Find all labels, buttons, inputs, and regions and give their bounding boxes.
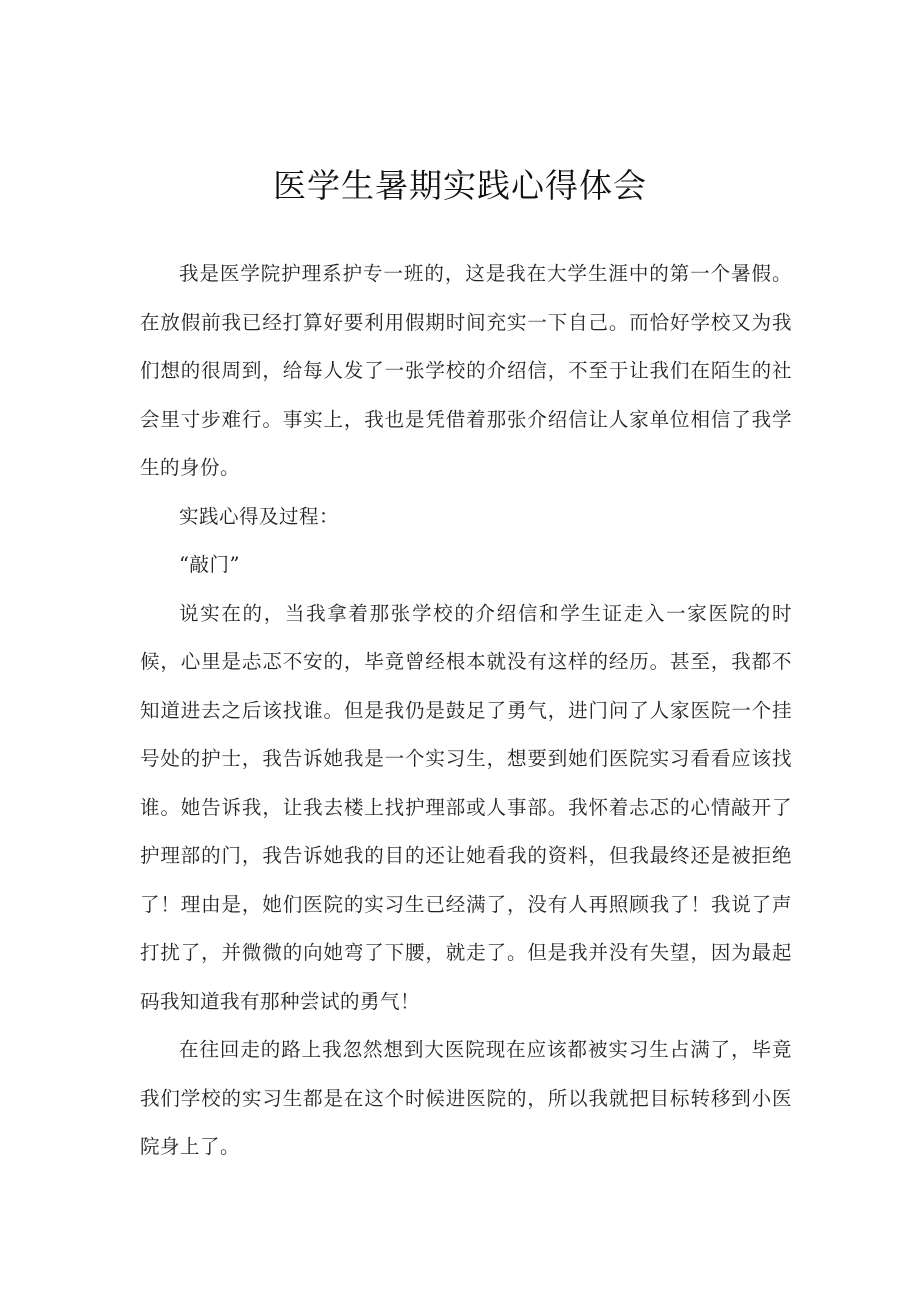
paragraph-return-thoughts: 在往回走的路上我忽然想到大医院现在应该都被实习生占满了，毕竟我们学校的实习生都是在这个时候进医院的，所以我就把目标转移到小医院身上了。 [140, 1038, 792, 1158]
paragraph-intro: 我是医学院护理系护专一班的，这是我在大学生涯中的第一个暑假。在放假前我已经打算好要利用假期时间充实一下自己。而恰好学校又为我们想的很周到，给每人发了一张学校的介绍信，不至于让我们在陌生的社会里寸步难行。事实上，我也是凭借着那张介绍信让人家单位相信了我学生的身份。 [140, 262, 792, 479]
paragraph-section-heading: 实践心得及过程： [179, 504, 340, 528]
document-title: 医学生暑期实践心得体会 [273, 166, 647, 205]
document-body [140, 250, 792, 1172]
paragraph-knock-story: 说实在的，当我拿着那张学校的介绍信和学生证走入一家医院的时候，心里是忐忑不安的，毕竟曾经根本就没有这样的经历。甚至，我都不知道进去之后该找谁。但是我仍是鼓足了勇气，进门问了人家医院一个挂号处的护士，我告诉她我是一个实习生，想要到她们医院实习看看应该找谁。她告诉我，让我去楼上找护理部或人事部。我怀着忐忑的心情敲开了护理部的门，我告诉她我的目的还让她看我的资料，但我最终还是被拒绝了！理由是，她们医院的实习生已经满了，没有人再照顾我了！我说了声打扰了，并微微的向她弯了下腰，就走了。但是我并没有失望，因为最起码我知道我有那种尝试的勇气！ [140, 601, 792, 1013]
paragraph-subheading-knock: “敲门” [179, 553, 240, 576]
